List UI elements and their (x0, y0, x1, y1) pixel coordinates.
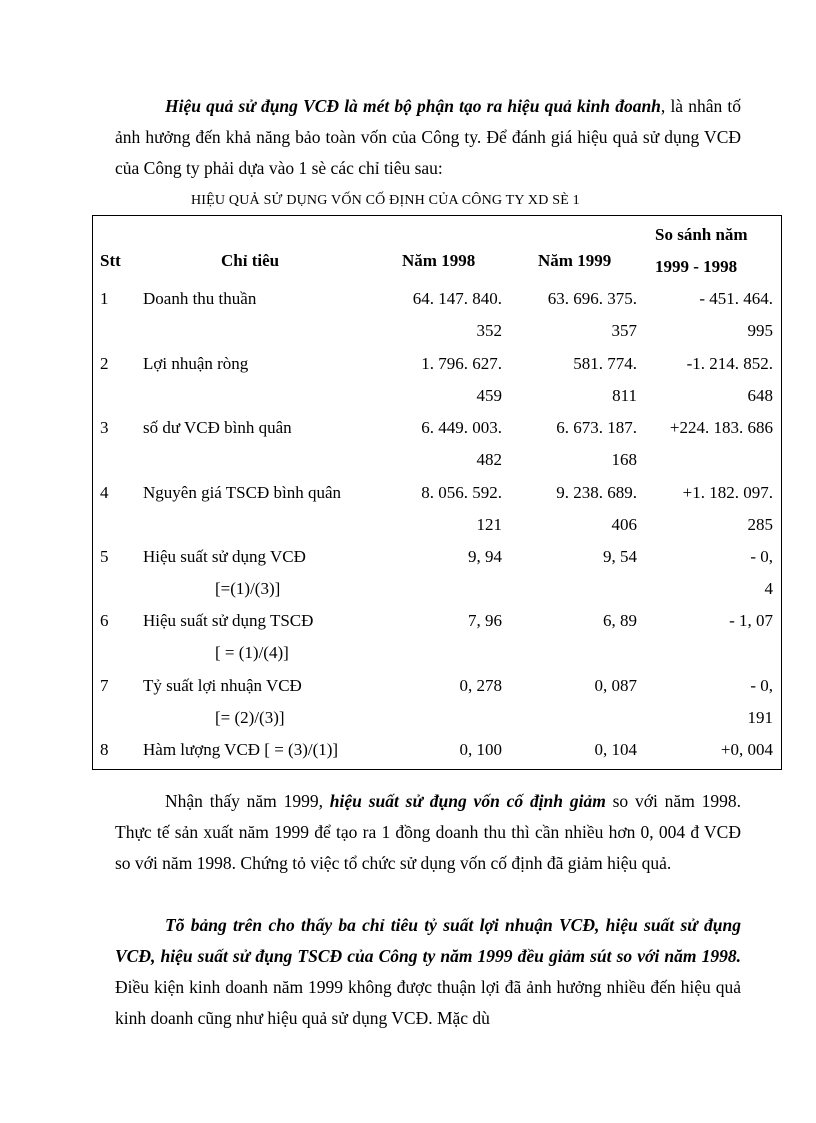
row-value-1998: 6. 449. 003. (421, 418, 502, 437)
row-value-1999-cont: 357 (611, 321, 637, 340)
observation-pre: Nhận thấy năm 1999, (165, 791, 330, 811)
efficiency-table (92, 215, 782, 770)
row-value-1998: 1. 796. 627. (421, 354, 502, 373)
row-value-1998: 0, 100 (459, 740, 502, 759)
row-comparison: +224. 183. 686 (669, 418, 773, 437)
row-name: Lợi nhuận ròng (143, 354, 249, 373)
header-sosanh-line2: 1999 - 1998 (655, 257, 738, 276)
row-value-1998: 7, 96 (468, 611, 502, 630)
observation-bold: hiệu suất sử đụng vốn cố định giảm (329, 791, 606, 811)
intro-rest: , là nhân tố ảnh hưởng đến khả năng bảo toàn vốn của Công ty. Để đánh giá hiệu quả sử dụng VCĐ của Công ty phải dựa vào 1 sè các chỉ tiêu sau: (115, 96, 742, 178)
row-stt: 3 (100, 418, 109, 437)
row-value-1999: 6. 673. 187. (556, 418, 637, 437)
row-name: số dư VCĐ bình quân (143, 418, 292, 437)
row-name-cont: [= (2)/(3)] (215, 708, 285, 727)
table-caption: HIỆU QUẢ SỬ DỤNG VỐN CỐ ĐỊNH CỦA CÔNG TY XD SÈ 1 (191, 193, 580, 208)
conclusion-rest: Điều kiện kinh doanh năm 1999 không được thuận lợi đã ảnh hưởng nhiều đến hiệu quả kinh doanh cũng như hiệu quả sử dụng VCĐ. Mặc dù (115, 977, 741, 1028)
header-nam-1998: Năm 1998 (402, 251, 476, 270)
row-name: Doanh thu thuần (143, 289, 257, 308)
row-value-1999: 0, 104 (594, 740, 637, 759)
row-name: Hiệu suất sử dụng VCĐ (143, 547, 306, 566)
row-value-1998: 64. 147. 840. (412, 289, 502, 308)
row-comparison-cont: 648 (747, 386, 773, 405)
row-comparison-cont: 191 (747, 708, 773, 727)
row-comparison: +1. 182. 097. (682, 483, 773, 502)
row-stt: 5 (100, 547, 109, 566)
row-stt: 1 (100, 289, 109, 308)
row-comparison-cont: 4 (764, 579, 773, 598)
row-comparison: - 1, 07 (729, 611, 773, 630)
row-value-1998-cont: 482 (476, 450, 502, 469)
row-value-1999: 0, 087 (594, 676, 637, 695)
row-comparison: -1. 214. 852. (686, 354, 773, 373)
row-stt: 2 (100, 354, 109, 373)
row-value-1999: 6, 89 (603, 611, 637, 630)
row-stt: 7 (100, 676, 109, 695)
row-value-1998-cont: 352 (476, 321, 502, 340)
row-value-1999: 9. 238. 689. (556, 483, 637, 502)
row-value-1999-cont: 168 (611, 450, 637, 469)
row-comparison: - 0, (750, 676, 773, 695)
row-name: Tỷ suất lợi nhuận VCĐ (143, 676, 302, 695)
observation-paragraph (115, 786, 741, 879)
row-value-1999: 581. 774. (573, 354, 637, 373)
row-name-cont: [=(1)/(3)] (215, 579, 281, 598)
intro-paragraph (115, 91, 741, 184)
row-value-1999: 9, 54 (603, 547, 637, 566)
row-comparison: +0, 004 (720, 740, 773, 759)
observation-post: so với năm 1998. Thực tế sản xuất năm 1999 để tạo ra 1 đồng doanh thu thì cần nhiều hơn 0, 004 đ VCĐ so với năm 1998. Chứng tỏ việc tổ chức sử dụng vốn cố định đã giảm hiệu quả. (115, 791, 741, 873)
conclusion-bold: Tõ bảng trên cho thấy ba chỉ tiêu tỷ suất lợi nhuận VCĐ, hiệu suất sử đụng VCĐ, hiệu suất sử đụng TSCĐ của Công ty năm 1999 đều giảm sút so với năm 1998. (115, 915, 741, 966)
row-value-1999-cont: 406 (611, 515, 637, 534)
row-name: Hàm lượng VCĐ [ = (3)/(1)] (143, 740, 339, 759)
header-stt: Stt (100, 251, 121, 270)
row-value-1998-cont: 459 (476, 386, 502, 405)
row-name-cont: [ = (1)/(4)] (215, 643, 289, 662)
row-comparison-cont: 285 (747, 515, 773, 534)
row-value-1999: 63. 696. 375. (547, 289, 637, 308)
header-nam-1999: Năm 1999 (538, 251, 612, 270)
header-chitieu: Chỉ tiêu (221, 251, 280, 270)
row-stt: 8 (100, 740, 109, 759)
row-name: Hiệu suất sử dụng TSCĐ (143, 611, 314, 630)
row-stt: 6 (100, 611, 109, 630)
intro-lead-bold: Hiệu quả sử đụng VCĐ là mét bộ phận tạo ra hiệu quả kinh đoanh (165, 96, 661, 116)
row-comparison: - 451. 464. (699, 289, 773, 308)
row-value-1998: 0, 278 (459, 676, 502, 695)
conclusion-paragraph (115, 910, 741, 1034)
row-value-1998-cont: 121 (476, 515, 502, 534)
row-value-1998: 9, 94 (468, 547, 502, 566)
row-stt: 4 (100, 483, 109, 502)
row-value-1998: 8. 056. 592. (421, 483, 502, 502)
row-value-1999-cont: 811 (612, 386, 637, 405)
row-comparison: - 0, (750, 547, 773, 566)
header-sosanh-line1: So sánh năm (655, 225, 748, 244)
row-name: Nguyên giá TSCĐ bình quân (143, 483, 342, 502)
row-comparison-cont: 995 (747, 321, 773, 340)
